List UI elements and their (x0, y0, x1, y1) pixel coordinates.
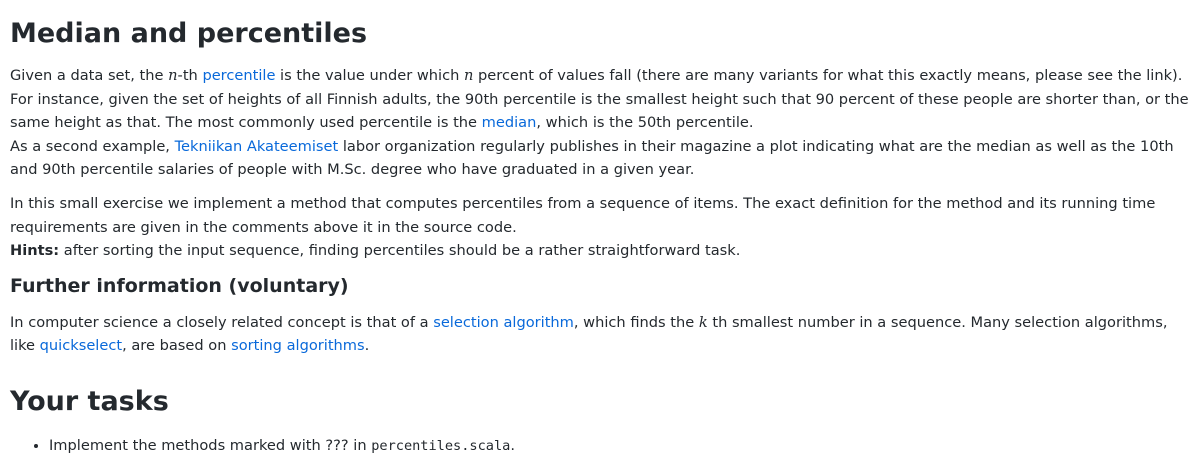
math-n: n (168, 67, 178, 84)
hints-label: Hints: (10, 242, 60, 260)
math-k: k (698, 313, 708, 331)
section-heading-your-tasks: Your tasks (10, 385, 169, 417)
text: , which finds the (573, 313, 699, 331)
paragraph-exercise (10, 192, 1190, 263)
math-n: n (463, 67, 474, 84)
text: after sorting the input sequence, finding percentiles should be a rather straightforward task. (59, 242, 741, 260)
sorting-algorithms-link[interactable]: sorting algorithms (231, 337, 365, 355)
section-heading-median-percentiles: Median and percentiles (10, 18, 368, 49)
text: . (510, 436, 515, 454)
paragraph-definition (10, 64, 1190, 182)
text: Given a data set, the (10, 67, 169, 84)
percentile-link[interactable]: percentile (202, 67, 276, 84)
text: , which is the 50th percentile. (536, 114, 754, 132)
quickselect-link[interactable]: quickselect (39, 337, 123, 355)
text: In computer science a closely related concept is that of a (10, 313, 434, 331)
section-heading-further-information: Further information (voluntary) (10, 274, 349, 297)
tekniikan-akateemiset-link[interactable]: Tekniikan Akateemiset (174, 137, 339, 155)
text: labor organization regularly publishes in their magazine a plot indicating what are the median as well as the 10th and 90th percentile salaries of people with M.Sc. degree who have graduated in a given year. (10, 137, 1174, 179)
text: is the value under which (275, 67, 464, 84)
median-link[interactable]: median (481, 114, 537, 132)
task-list (10, 434, 1190, 458)
text: As a second example, (10, 137, 175, 155)
text: Implement the methods marked with ??? in (49, 436, 372, 454)
text: percent of values fall (there are many variants for what this exactly means, please see the link). For instance, given the set of heights of all Finnish adults, the 90th percentile is the smallest height such that 90 percent of these people are shorter than, or the same height as that. The most commonly used percentile is the (10, 67, 1189, 132)
selection-algorithm-link[interactable]: selection algorithm (433, 313, 574, 331)
text: In this small exercise we implement a method that computes percentiles from a sequence of items. The exact definition for the method and its running time requirements are given in the comments above it in the source code. (10, 194, 1156, 236)
filename-code: percentiles.scala (371, 437, 511, 454)
task-item (49, 434, 1190, 458)
text: , are based on (122, 337, 232, 355)
text: th smallest number in a sequence. Many selection algorithms, like (10, 313, 1168, 355)
text: . (364, 337, 370, 355)
text: -th (177, 67, 203, 84)
paragraph-further-info (10, 311, 1190, 358)
